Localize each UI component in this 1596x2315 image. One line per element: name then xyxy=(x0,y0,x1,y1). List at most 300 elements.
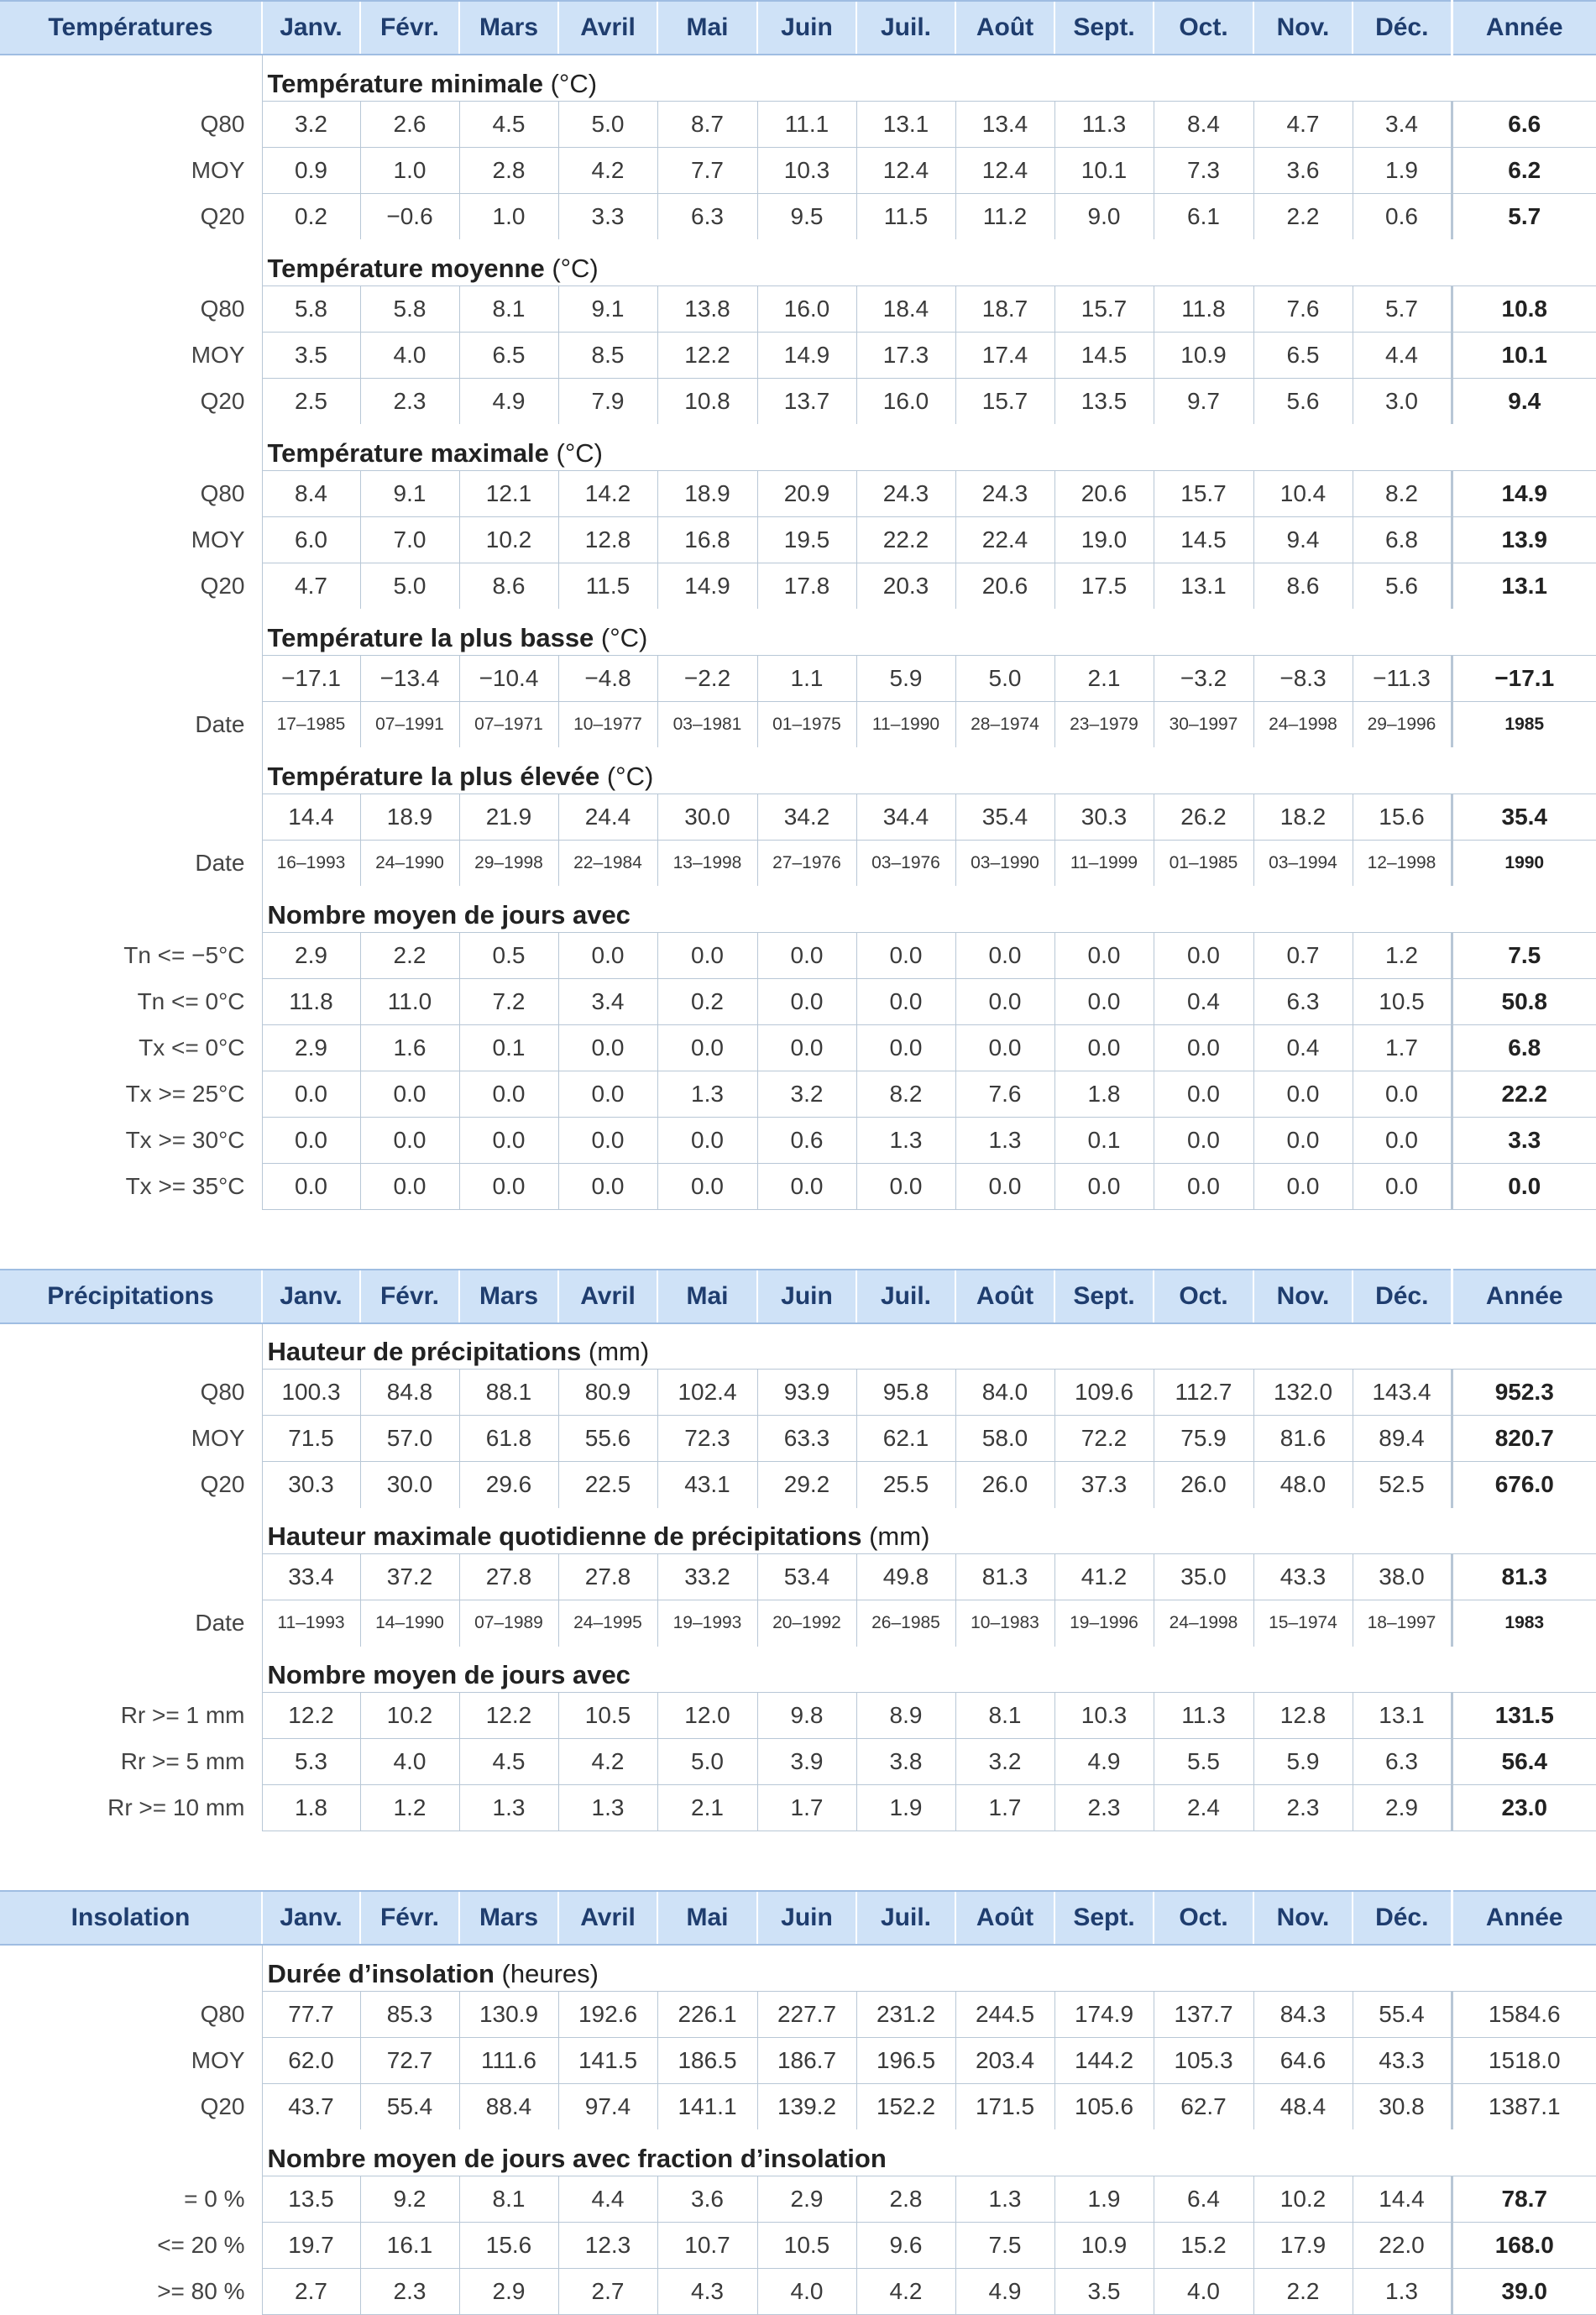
value-cell-mai: 7.7 xyxy=(657,147,757,193)
value-cell-fevr: −13.4 xyxy=(360,655,459,701)
value-cell-janv: 0.0 xyxy=(262,1071,360,1117)
table-row xyxy=(0,332,1596,378)
value-cell-oct: 35.0 xyxy=(1154,1554,1253,1600)
value-cell-dec: 5.6 xyxy=(1353,563,1452,609)
value-cell-oct: 4.0 xyxy=(1154,2268,1253,2314)
value-cell-fevr: 11.0 xyxy=(360,978,459,1024)
value-cell-aout: 0.0 xyxy=(955,978,1054,1024)
value-cell-juin: 17.8 xyxy=(757,563,856,609)
value-cell-nov: 0.0 xyxy=(1253,1163,1353,1209)
value-cell-aout: 244.5 xyxy=(955,1991,1054,2037)
value-cell-dec: 8.2 xyxy=(1353,470,1452,516)
table-row xyxy=(0,1991,1596,2037)
value-cell-oct: 15.7 xyxy=(1154,470,1253,516)
group-title-unit: (mm) xyxy=(861,1522,930,1551)
value-cell-sept: 0.0 xyxy=(1054,1163,1154,1209)
value-cell-mars: 0.5 xyxy=(459,932,558,978)
value-cell-janv: 6.0 xyxy=(262,516,360,563)
year-value: 23.0 xyxy=(1452,1785,1596,1831)
value-cell-oct: 11.3 xyxy=(1154,1693,1253,1739)
value-cell-janv: 2.9 xyxy=(262,1024,360,1071)
group-title xyxy=(262,239,1596,285)
value-cell-fevr: 9.2 xyxy=(360,2176,459,2222)
year-value: 6.8 xyxy=(1452,1024,1596,1071)
value-cell-mai: 2.1 xyxy=(657,1785,757,1831)
value-cell-mars: 2.9 xyxy=(459,2268,558,2314)
group-title-spacer xyxy=(0,1323,262,1370)
value-cell-oct: 15.2 xyxy=(1154,2222,1253,2268)
value-cell-juil: 26–1985 xyxy=(856,1600,955,1647)
value-cell-juil: 24.3 xyxy=(856,470,955,516)
value-cell-janv: 8.4 xyxy=(262,470,360,516)
year-value: 6.6 xyxy=(1452,101,1596,147)
row-label: MOY xyxy=(191,526,245,553)
section-title: Températures xyxy=(0,1,262,55)
table-row xyxy=(0,193,1596,239)
row-label: Tx >= 35°C xyxy=(125,1172,245,1199)
group-title-spacer xyxy=(0,1647,262,1693)
value-cell-oct: 105.3 xyxy=(1154,2037,1253,2083)
value-cell-avril: 4.4 xyxy=(558,2176,657,2222)
group-title xyxy=(262,1323,1596,1370)
month-header-fevr: Févr. xyxy=(360,1270,459,1323)
value-cell-nov: 2.2 xyxy=(1253,193,1353,239)
value-cell-fevr: 85.3 xyxy=(360,1991,459,2037)
value-cell-dec: 12–1998 xyxy=(1353,840,1452,886)
value-cell-mai: 43.1 xyxy=(657,1462,757,1508)
year-value: 1983 xyxy=(1452,1600,1596,1647)
value-cell-dec: 29–1996 xyxy=(1353,701,1452,747)
value-cell-fevr: 4.0 xyxy=(360,332,459,378)
group-title-bold: Nombre moyen de jours avec xyxy=(267,1660,631,1689)
value-cell-nov: 15–1974 xyxy=(1253,1600,1353,1647)
value-cell-mars: 8.1 xyxy=(459,285,558,332)
value-cell-dec: 1.2 xyxy=(1353,932,1452,978)
year-value: −17.1 xyxy=(1452,655,1596,701)
value-cell-janv: 2.5 xyxy=(262,378,360,424)
value-cell-oct: 24–1998 xyxy=(1154,1600,1253,1647)
value-cell-aout: 0.0 xyxy=(955,932,1054,978)
group-title-spacer xyxy=(0,886,262,932)
value-cell-dec: 143.4 xyxy=(1353,1370,1452,1416)
month-header-nov: Nov. xyxy=(1253,1,1353,55)
value-cell-mai: 14.9 xyxy=(657,563,757,609)
value-cell-janv: 13.5 xyxy=(262,2176,360,2222)
value-cell-dec: 0.0 xyxy=(1353,1117,1452,1163)
value-cell-janv: 17–1985 xyxy=(262,701,360,747)
row-label: Date xyxy=(195,849,245,876)
value-cell-nov: 43.3 xyxy=(1253,1554,1353,1600)
value-cell-sept: 14.5 xyxy=(1054,332,1154,378)
value-cell-oct: 13.1 xyxy=(1154,563,1253,609)
value-cell-janv: 0.0 xyxy=(262,1117,360,1163)
year-value: 56.4 xyxy=(1452,1739,1596,1785)
value-cell-mars: 0.0 xyxy=(459,1071,558,1117)
value-cell-aout: 18.7 xyxy=(955,285,1054,332)
year-value: 952.3 xyxy=(1452,1370,1596,1416)
value-cell-juin: 10.3 xyxy=(757,147,856,193)
value-cell-mai: 0.0 xyxy=(657,1163,757,1209)
row-label: Q20 xyxy=(200,202,245,229)
value-cell-juin: 1.1 xyxy=(757,655,856,701)
month-header-janv: Janv. xyxy=(262,1270,360,1323)
row-label: Rr >= 1 mm xyxy=(120,1702,245,1728)
value-cell-dec: 89.4 xyxy=(1353,1416,1452,1462)
value-cell-sept: 2.1 xyxy=(1054,655,1154,701)
value-cell-dec: 6.8 xyxy=(1353,516,1452,563)
value-cell-mai: 102.4 xyxy=(657,1370,757,1416)
value-cell-aout: 24.3 xyxy=(955,470,1054,516)
month-header-aout: Août xyxy=(955,1270,1054,1323)
value-cell-avril: 27.8 xyxy=(558,1554,657,1600)
value-cell-oct: 0.0 xyxy=(1154,932,1253,978)
value-cell-juin: 53.4 xyxy=(757,1554,856,1600)
group-title-row xyxy=(0,55,1596,101)
value-cell-nov: 2.2 xyxy=(1253,2268,1353,2314)
value-cell-avril: 192.6 xyxy=(558,1991,657,2037)
value-cell-janv: 0.0 xyxy=(262,1163,360,1209)
value-cell-avril: 3.3 xyxy=(558,193,657,239)
value-cell-mars: 07–1971 xyxy=(459,701,558,747)
row-label: Q80 xyxy=(200,1379,245,1405)
group-title xyxy=(262,1647,1596,1693)
group-title-row xyxy=(0,886,1596,932)
value-cell-juin: 20–1992 xyxy=(757,1600,856,1647)
group-title-bold: Nombre moyen de jours avec xyxy=(267,899,631,930)
group-title-row xyxy=(0,239,1596,285)
value-cell-dec: 30.8 xyxy=(1353,2083,1452,2129)
value-cell-janv: 2.9 xyxy=(262,932,360,978)
value-cell-avril: 4.2 xyxy=(558,147,657,193)
month-header-sept: Sept. xyxy=(1054,1891,1154,1945)
value-cell-oct: 75.9 xyxy=(1154,1416,1253,1462)
row-label: <= 20 % xyxy=(157,2231,245,2258)
group-title-row xyxy=(0,1647,1596,1693)
row-label: Q20 xyxy=(200,387,245,414)
group-title-bold: Température maximale xyxy=(267,437,549,468)
value-cell-dec: 10.5 xyxy=(1353,978,1452,1024)
value-cell-mai: 03–1981 xyxy=(657,701,757,747)
table-row xyxy=(0,2176,1596,2222)
value-cell-juin: 19.5 xyxy=(757,516,856,563)
group-title-bold: Hauteur de précipitations xyxy=(267,1337,582,1366)
table-row xyxy=(0,2222,1596,2268)
value-cell-juin: 227.7 xyxy=(757,1991,856,2037)
value-cell-janv: 16–1993 xyxy=(262,840,360,886)
group-title-row xyxy=(0,747,1596,793)
value-cell-oct: 2.4 xyxy=(1154,1785,1253,1831)
value-cell-avril: 0.0 xyxy=(558,1163,657,1209)
value-cell-janv: 2.7 xyxy=(262,2268,360,2314)
value-cell-mars: 21.9 xyxy=(459,793,558,840)
value-cell-oct: 0.0 xyxy=(1154,1163,1253,1209)
group-title-unit: (°C) xyxy=(544,253,599,283)
row-label: Q20 xyxy=(200,572,245,599)
value-cell-janv: 5.8 xyxy=(262,285,360,332)
group-title-spacer xyxy=(0,2129,262,2176)
value-cell-fevr: 10.2 xyxy=(360,1693,459,1739)
section-table xyxy=(0,1890,1596,2315)
row-label: Tx >= 30°C xyxy=(125,1126,245,1153)
value-cell-mars: 15.6 xyxy=(459,2222,558,2268)
value-cell-avril: 7.9 xyxy=(558,378,657,424)
value-cell-janv: 19.7 xyxy=(262,2222,360,2268)
value-cell-sept: 9.0 xyxy=(1054,193,1154,239)
value-cell-nov: 81.6 xyxy=(1253,1416,1353,1462)
value-cell-juin: 13.7 xyxy=(757,378,856,424)
value-cell-juin: 20.9 xyxy=(757,470,856,516)
row-label xyxy=(0,1554,262,1600)
month-header-oct: Oct. xyxy=(1154,1,1253,55)
value-cell-aout: 1.7 xyxy=(955,1785,1054,1831)
value-cell-sept: 37.3 xyxy=(1054,1462,1154,1508)
value-cell-nov: 10.2 xyxy=(1253,2176,1353,2222)
value-cell-juil: 8.9 xyxy=(856,1693,955,1739)
table-row xyxy=(0,285,1596,332)
table-row xyxy=(0,563,1596,609)
value-cell-sept: 10.3 xyxy=(1054,1693,1154,1739)
value-cell-juin: 0.0 xyxy=(757,1163,856,1209)
year-value: 676.0 xyxy=(1452,1462,1596,1508)
month-header-nov: Nov. xyxy=(1253,1891,1353,1945)
year-value: 131.5 xyxy=(1452,1693,1596,1739)
value-cell-fevr: 1.6 xyxy=(360,1024,459,1071)
value-cell-mars: 27.8 xyxy=(459,1554,558,1600)
value-cell-sept: 3.5 xyxy=(1054,2268,1154,2314)
value-cell-mai: 6.3 xyxy=(657,193,757,239)
value-cell-sept: 41.2 xyxy=(1054,1554,1154,1600)
month-header-nov: Nov. xyxy=(1253,1270,1353,1323)
value-cell-dec: 1.7 xyxy=(1353,1024,1452,1071)
year-value: 13.1 xyxy=(1452,563,1596,609)
value-cell-aout: 1.3 xyxy=(955,1117,1054,1163)
value-cell-aout: 0.0 xyxy=(955,1163,1054,1209)
group-title-unit: (°C) xyxy=(548,437,603,468)
group-title xyxy=(262,424,1596,470)
value-cell-nov: 48.0 xyxy=(1253,1462,1353,1508)
month-header-oct: Oct. xyxy=(1154,1891,1253,1945)
month-header-mars: Mars xyxy=(459,1,558,55)
value-cell-mai: 12.2 xyxy=(657,332,757,378)
value-cell-mars: 4.5 xyxy=(459,1739,558,1785)
value-cell-avril: 24–1995 xyxy=(558,1600,657,1647)
group-title-row xyxy=(0,1508,1596,1554)
row-label: Q80 xyxy=(200,295,245,322)
month-header-juin: Juin xyxy=(757,1270,856,1323)
row-label: Rr >= 5 mm xyxy=(120,1748,245,1774)
value-cell-juin: 4.0 xyxy=(757,2268,856,2314)
value-cell-janv: 33.4 xyxy=(262,1554,360,1600)
value-cell-janv: 3.2 xyxy=(262,101,360,147)
value-cell-nov: −8.3 xyxy=(1253,655,1353,701)
value-cell-juin: 93.9 xyxy=(757,1370,856,1416)
month-header-sept: Sept. xyxy=(1054,1270,1154,1323)
value-cell-fevr: 57.0 xyxy=(360,1416,459,1462)
group-title xyxy=(262,609,1596,655)
row-label: Tn <= −5°C xyxy=(123,941,245,968)
value-cell-fevr: 2.2 xyxy=(360,932,459,978)
value-cell-sept: 0.0 xyxy=(1054,932,1154,978)
value-cell-dec: 1.9 xyxy=(1353,147,1452,193)
value-cell-nov: 10.4 xyxy=(1253,470,1353,516)
value-cell-fevr: 1.0 xyxy=(360,147,459,193)
value-cell-avril: 3.4 xyxy=(558,978,657,1024)
value-cell-fevr: 5.0 xyxy=(360,563,459,609)
value-cell-oct: 112.7 xyxy=(1154,1370,1253,1416)
value-cell-aout: 7.5 xyxy=(955,2222,1054,2268)
table-row xyxy=(0,1071,1596,1117)
year-value: 78.7 xyxy=(1452,2176,1596,2222)
value-cell-mars: −10.4 xyxy=(459,655,558,701)
table-row xyxy=(0,1416,1596,1462)
value-cell-aout: 81.3 xyxy=(955,1554,1054,1600)
value-cell-juil: 11–1990 xyxy=(856,701,955,747)
value-cell-avril: 0.0 xyxy=(558,1024,657,1071)
month-header-juil: Juil. xyxy=(856,1,955,55)
year-value: 1387.1 xyxy=(1452,2083,1596,2129)
row-label: Date xyxy=(195,710,245,737)
value-cell-mars: 29.6 xyxy=(459,1462,558,1508)
value-cell-fevr: 18.9 xyxy=(360,793,459,840)
table-row xyxy=(0,840,1596,886)
year-value: 50.8 xyxy=(1452,978,1596,1024)
year-value: 81.3 xyxy=(1452,1554,1596,1600)
value-cell-juil: 03–1976 xyxy=(856,840,955,886)
value-cell-juin: 0.0 xyxy=(757,932,856,978)
table-row xyxy=(0,1163,1596,1209)
value-cell-oct: 14.5 xyxy=(1154,516,1253,563)
year-value: 9.4 xyxy=(1452,378,1596,424)
value-cell-fevr: 16.1 xyxy=(360,2222,459,2268)
value-cell-aout: 22.4 xyxy=(955,516,1054,563)
value-cell-sept: 11–1999 xyxy=(1054,840,1154,886)
value-cell-oct: −3.2 xyxy=(1154,655,1253,701)
value-cell-aout: 7.6 xyxy=(955,1071,1054,1117)
value-cell-nov: 0.4 xyxy=(1253,1024,1353,1071)
table-row xyxy=(0,793,1596,840)
value-cell-mai: 0.0 xyxy=(657,1117,757,1163)
value-cell-aout: 4.9 xyxy=(955,2268,1054,2314)
value-cell-dec: 52.5 xyxy=(1353,1462,1452,1508)
group-title-bold: Durée d’insolation xyxy=(267,1958,494,1988)
value-cell-aout: 03–1990 xyxy=(955,840,1054,886)
table-row xyxy=(0,470,1596,516)
value-cell-aout: 8.1 xyxy=(955,1693,1054,1739)
table-row xyxy=(0,1462,1596,1508)
month-header-oct: Oct. xyxy=(1154,1270,1253,1323)
value-cell-fevr: 5.8 xyxy=(360,285,459,332)
value-cell-juin: 9.5 xyxy=(757,193,856,239)
value-cell-janv: 11.8 xyxy=(262,978,360,1024)
group-title xyxy=(262,1508,1596,1554)
year-value: 1518.0 xyxy=(1452,2037,1596,2083)
value-cell-avril: 22–1984 xyxy=(558,840,657,886)
value-cell-juil: 0.0 xyxy=(856,978,955,1024)
value-cell-sept: 20.6 xyxy=(1054,470,1154,516)
table-row xyxy=(0,516,1596,563)
value-cell-juil: 18.4 xyxy=(856,285,955,332)
value-cell-nov: 0.7 xyxy=(1253,932,1353,978)
value-cell-oct: 0.4 xyxy=(1154,978,1253,1024)
group-title-bold: Température la plus basse xyxy=(267,622,594,652)
value-cell-dec: 15.6 xyxy=(1353,793,1452,840)
value-cell-oct: 26.2 xyxy=(1154,793,1253,840)
month-header-fevr: Févr. xyxy=(360,1891,459,1945)
value-cell-juil: 1.3 xyxy=(856,1117,955,1163)
value-cell-juil: 9.6 xyxy=(856,2222,955,2268)
row-label: Q80 xyxy=(200,479,245,506)
value-cell-juil: 13.1 xyxy=(856,101,955,147)
value-cell-juil: 2.8 xyxy=(856,2176,955,2222)
value-cell-mai: 19–1993 xyxy=(657,1600,757,1647)
value-cell-mai: 30.0 xyxy=(657,793,757,840)
value-cell-sept: 19–1996 xyxy=(1054,1600,1154,1647)
section-header-row xyxy=(0,1891,1596,1945)
value-cell-avril: 12.3 xyxy=(558,2222,657,2268)
value-cell-dec: 13.1 xyxy=(1353,1693,1452,1739)
value-cell-sept: 2.3 xyxy=(1054,1785,1154,1831)
value-cell-avril: 0.0 xyxy=(558,1071,657,1117)
value-cell-dec: 0.0 xyxy=(1353,1163,1452,1209)
row-label xyxy=(0,793,262,840)
value-cell-mai: 13–1998 xyxy=(657,840,757,886)
year-value: 35.4 xyxy=(1452,793,1596,840)
month-header-mars: Mars xyxy=(459,1270,558,1323)
year-value: 39.0 xyxy=(1452,2268,1596,2314)
value-cell-juin: 3.9 xyxy=(757,1739,856,1785)
value-cell-janv: 100.3 xyxy=(262,1370,360,1416)
value-cell-nov: 12.8 xyxy=(1253,1693,1353,1739)
value-cell-oct: 11.8 xyxy=(1154,285,1253,332)
value-cell-juil: 12.4 xyxy=(856,147,955,193)
section-spacer xyxy=(0,1210,1596,1269)
value-cell-avril: 5.0 xyxy=(558,101,657,147)
value-cell-nov: 64.6 xyxy=(1253,2037,1353,2083)
value-cell-juin: 3.2 xyxy=(757,1071,856,1117)
value-cell-mars: 7.2 xyxy=(459,978,558,1024)
month-header-aout: Août xyxy=(955,1,1054,55)
value-cell-mars: 111.6 xyxy=(459,2037,558,2083)
section-header-row xyxy=(0,1,1596,55)
group-title-spacer xyxy=(0,609,262,655)
month-header-janv: Janv. xyxy=(262,1891,360,1945)
year-value: 5.7 xyxy=(1452,193,1596,239)
value-cell-juin: 1.7 xyxy=(757,1785,856,1831)
table-row xyxy=(0,378,1596,424)
value-cell-aout: 11.2 xyxy=(955,193,1054,239)
month-header-dec: Déc. xyxy=(1353,1270,1452,1323)
value-cell-fevr: 55.4 xyxy=(360,2083,459,2129)
value-cell-aout: 58.0 xyxy=(955,1416,1054,1462)
value-cell-mai: 141.1 xyxy=(657,2083,757,2129)
year-value: 3.3 xyxy=(1452,1117,1596,1163)
value-cell-dec: 4.4 xyxy=(1353,332,1452,378)
value-cell-juil: 0.0 xyxy=(856,932,955,978)
value-cell-aout: 171.5 xyxy=(955,2083,1054,2129)
value-cell-sept: 13.5 xyxy=(1054,378,1154,424)
value-cell-dec: 18–1997 xyxy=(1353,1600,1452,1647)
year-value: 7.5 xyxy=(1452,932,1596,978)
table-row xyxy=(0,2268,1596,2314)
group-title-unit: (heures) xyxy=(494,1958,599,1988)
value-cell-dec: 3.4 xyxy=(1353,101,1452,147)
value-cell-mai: 10.7 xyxy=(657,2222,757,2268)
group-title-unit: (°C) xyxy=(542,68,598,98)
year-value: 22.2 xyxy=(1452,1071,1596,1117)
value-cell-juil: 1.9 xyxy=(856,1785,955,1831)
value-cell-fevr: 07–1991 xyxy=(360,701,459,747)
value-cell-avril: 9.1 xyxy=(558,285,657,332)
